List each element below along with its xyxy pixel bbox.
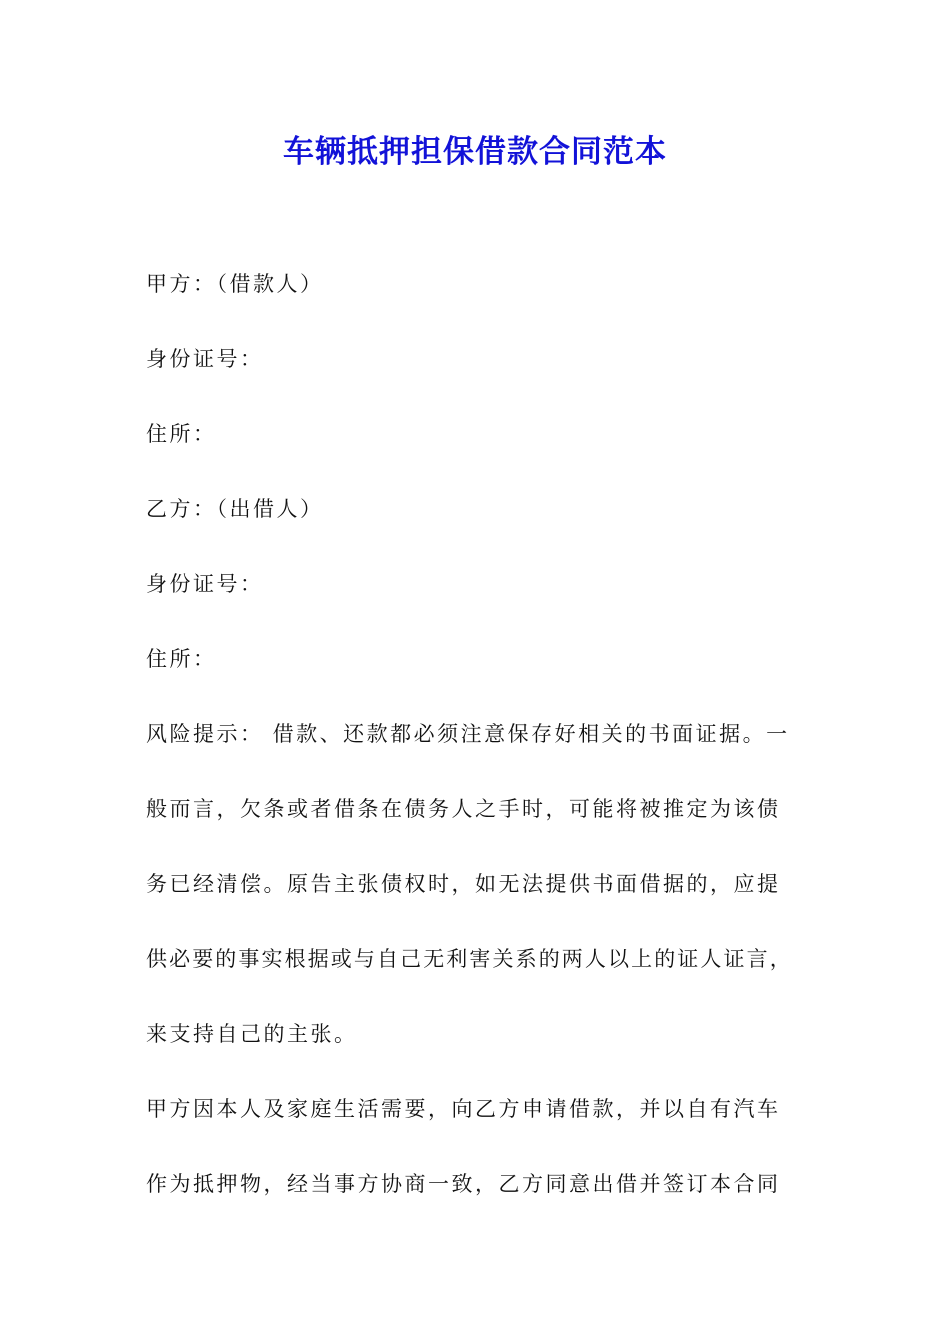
party-a-label: 甲方：（借款人） <box>146 272 324 296</box>
risk-notice-line-5: 来支持自己的主张。 <box>146 1022 358 1046</box>
risk-notice-line-4: 供必要的事实根据或与自己无利害关系的两人以上的证人证言， <box>146 947 793 971</box>
contract-paragraph-line-1: 甲方因本人及家庭生活需要，向乙方申请借款，并以自有汽车 <box>146 1097 781 1121</box>
party-b-label: 乙方：（出借人） <box>146 497 324 521</box>
party-a-id-number: 身份证号： <box>146 347 264 371</box>
contract-paragraph-line-2: 作为抵押物，经当事方协商一致，乙方同意出借并签订本合同 <box>146 1172 781 1196</box>
party-b-address: 住所： <box>146 647 217 671</box>
party-b-id-number: 身份证号： <box>146 572 264 596</box>
risk-notice-line-1: 风险提示： 借款、还款都必须注意保存好相关的书面证据。一 <box>146 722 790 746</box>
document-title: 车辆抵押担保借款合同范本 <box>283 134 667 170</box>
risk-notice-line-2: 般而言，欠条或者借条在债务人之手时，可能将被推定为该债 <box>146 797 781 821</box>
risk-notice-line-3: 务已经清偿。原告主张债权时，如无法提供书面借据的，应提 <box>146 872 781 896</box>
party-a-address: 住所： <box>146 422 217 446</box>
